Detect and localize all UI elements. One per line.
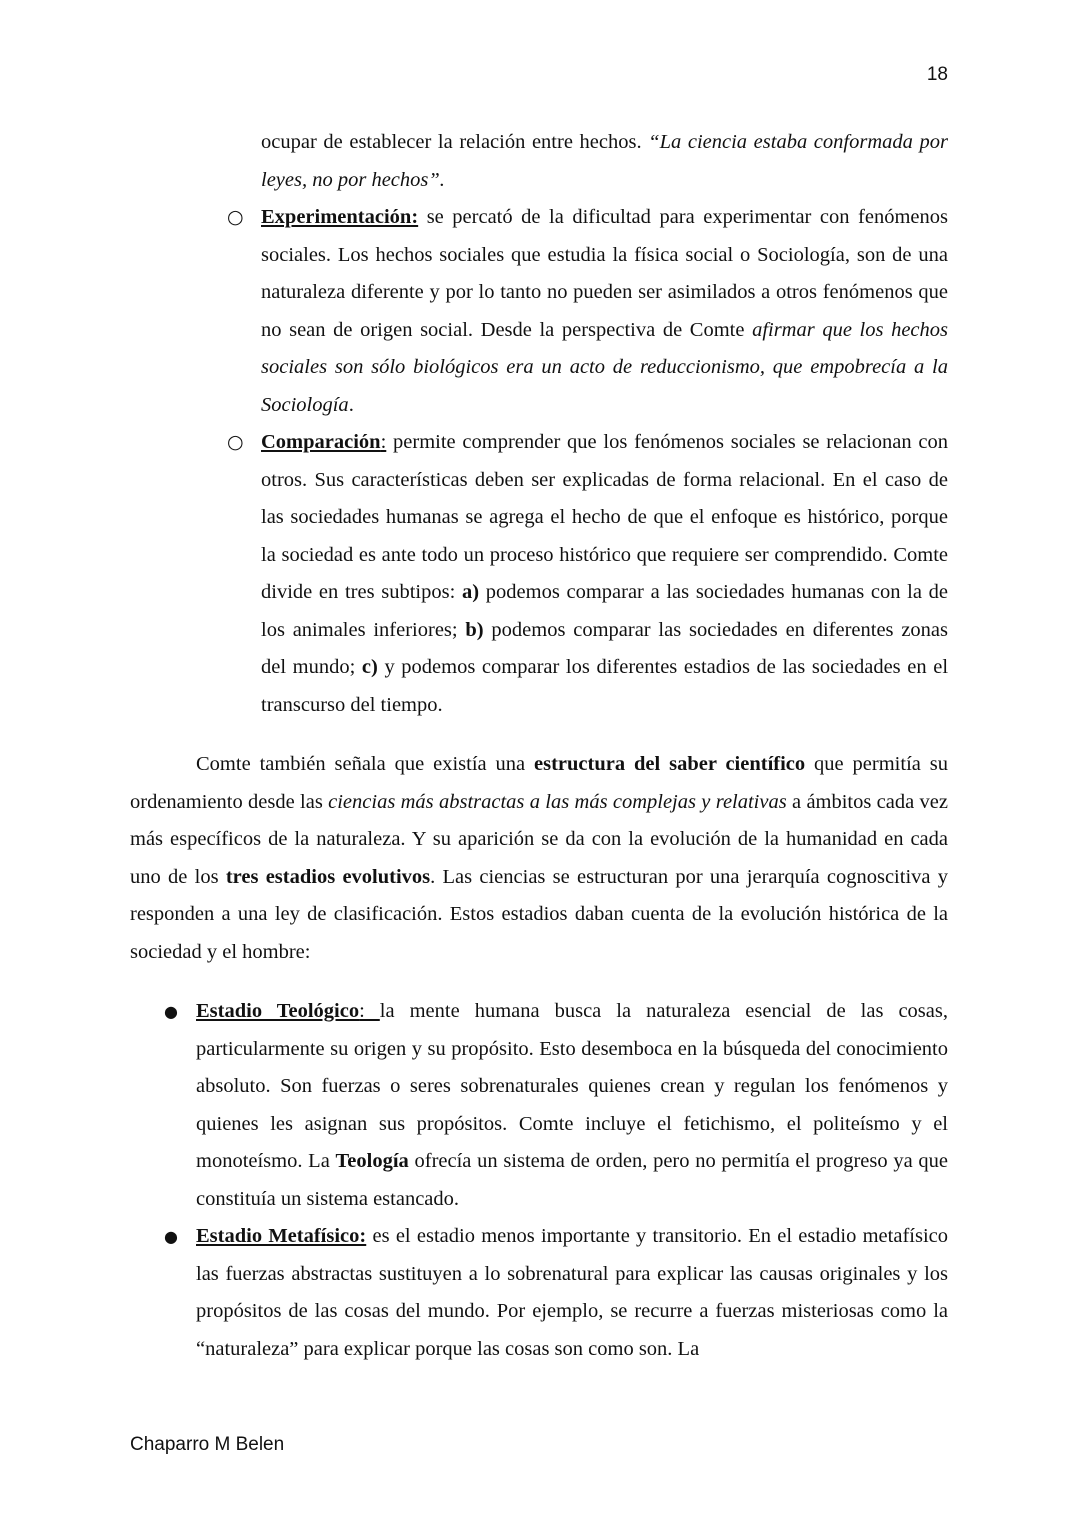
bullet-icon: ● — [164, 1227, 178, 1246]
quote: “La ciencia estaba conformada por leyes, no por hechos”. — [261, 131, 948, 191]
continuation-paragraph: ocupar de establecer la relación entre hechos. “La ciencia estaba conformada por leyes, no por hechos”. — [261, 131, 948, 191]
list-item-estadio-metafisico: ● Estadio Metafísico: es el estadio menos importante y transitorio. En el estadio metafísico las fuerzas abstractas sustituyen a lo sobrenatural para explicar las causas originales y los propósitos de las cosas del mundo. Por ejemplo, se recurre a fuerzas misteriosas como la “naturaleza” para explicar porque las cosas son como son. La — [196, 1218, 948, 1368]
page-body — [130, 124, 948, 1368]
footer-author: Chaparro M Belen — [130, 1434, 285, 1455]
item-title: Experimentación: — [261, 206, 419, 228]
sub-list-item-experimentacion: ○ Experimentación: se percató de la dificultad para experimentar con fenómenos sociales. Los hechos sociales que estudia la física social o Sociología, son de una naturaleza diferente y por lo tanto no pueden ser asimilados a otros fenómenos que no sean de origen social. Desde la perspectiva de Comte afirmar que los hechos sociales son sólo biológicos era un acto de reduccionismo, que empobrecía a la Sociología. — [261, 199, 948, 424]
circle-bullet-icon: ○ — [227, 431, 244, 453]
circle-bullet-icon: ○ — [227, 206, 244, 228]
body-paragraph: Comte también señala que existía una estructura del saber científico que permitía su ordenamiento desde las ciencias más abstractas a las más complejas y relativas a ámbitos cada vez más específicos de la naturaleza. Y su aparición se da con la evolución de la humanidad en cada uno de los tres estadios evolutivos. Las ciencias se estructuran por una jerarquía cognoscitiva y responden a una ley de clasificación. Estos estadios daban cuenta de la evolución histórica de la sociedad y el hombre: — [130, 753, 948, 963]
sub-list-item-comparacion: ○ Comparación: permite comprender que los fenómenos sociales se relacionan con otros. Sus características deben ser explicadas de forma relacional. En el caso de las sociedades humanas se agrega el hecho de que el enfoque es histórico, porque la sociedad es ante todo un proceso histórico que requiere ser comprendido. Comte divide en tres subtipos: a) podemos comparar a las sociedades humanas con la de los animales inferiores; b) podemos comparar las sociedades en diferentes zonas del mundo; c) y podemos comparar los diferentes estadios de las sociedades en el transcurso del tiempo. — [261, 424, 948, 724]
list-item-estadio-teologico: ● Estadio Teológico: la mente humana busca la naturaleza esencial de las cosas, particularmente su origen y su propósito. Esto desemboca en la búsqueda del conocimiento absoluto. Son fuerzas o seres sobrenaturales quienes crean y regulan los fenómenos y quienes les asignan sus propósitos. Comte incluye el fetichismo, el politeísmo y el monoteísmo. La Teología ofrecía un sistema de orden, pero no permitía el progreso ya que constituía un sistema estancado. — [196, 993, 948, 1218]
page-number: 18 — [926, 64, 948, 85]
item-title: Comparación — [261, 431, 381, 453]
item-title: Estadio Teológico — [196, 1000, 360, 1022]
bullet-icon: ● — [164, 1002, 178, 1021]
item-title: Estadio Metafísico: — [196, 1225, 367, 1247]
